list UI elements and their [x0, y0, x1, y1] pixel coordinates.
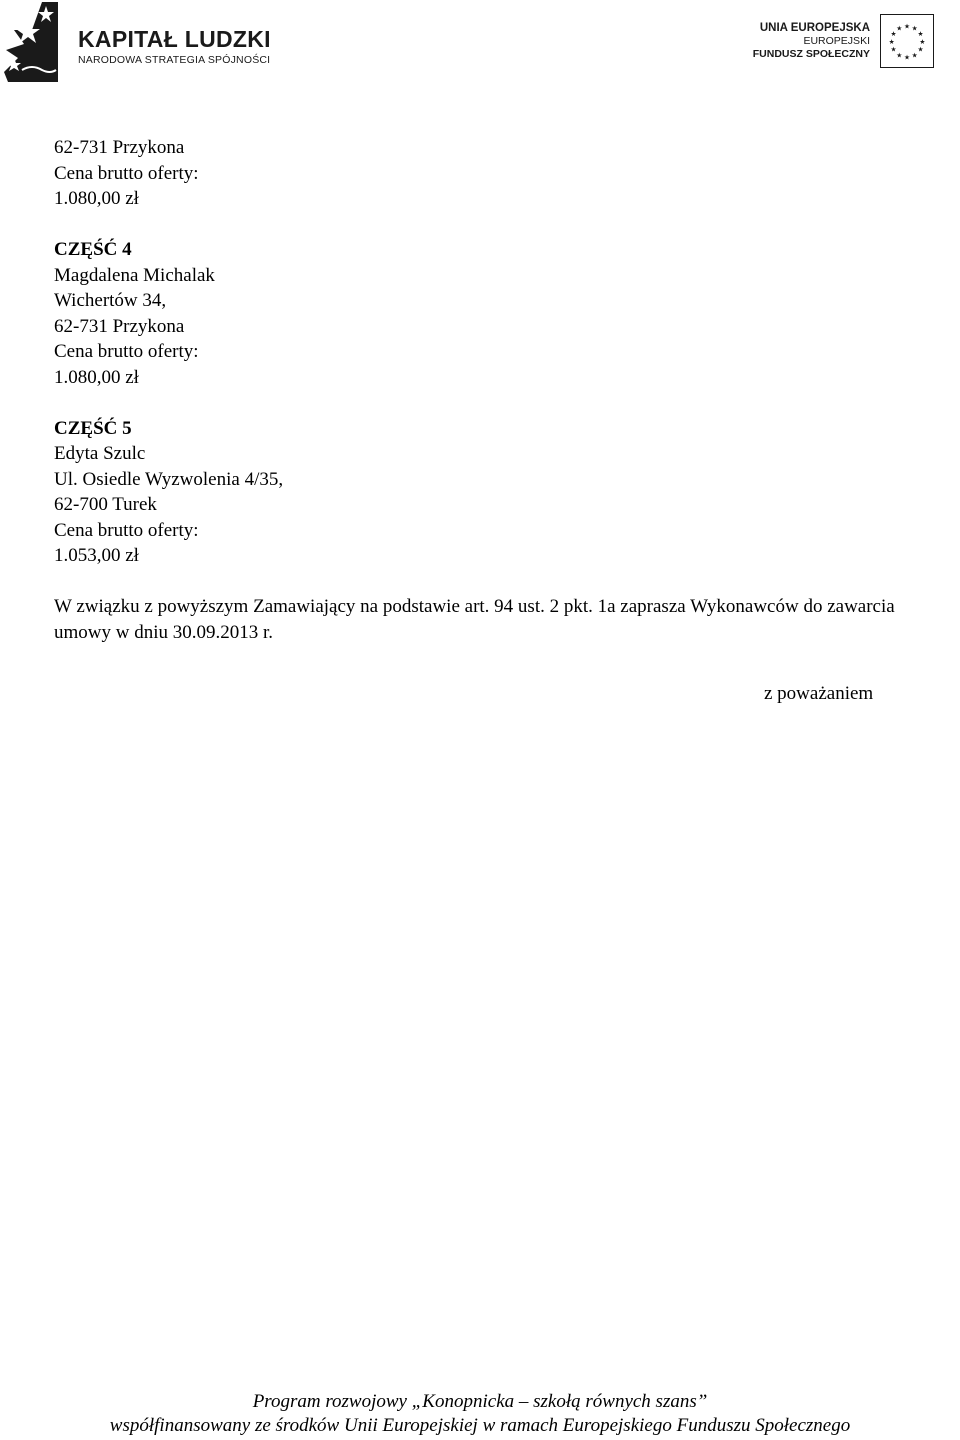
- intro-price-value: 1.080,00 zł: [54, 188, 139, 209]
- kapital-ludzki-wordmark: [78, 27, 271, 66]
- letter-body: [54, 135, 914, 645]
- kapital-ludzki-title: KAPITAŁ LUDZKI: [78, 26, 271, 52]
- eu-flag-icon: [880, 14, 934, 68]
- price-value: 1.053,00 zł: [54, 545, 139, 566]
- price-value: 1.080,00 zł: [54, 366, 139, 388]
- invitation-paragraph: W związku z powyższym Zamawiający na podstawie art. 94 ust. 2 pkt. 1a zaprasza Wykonawców do zawarcia umowy w dniu 30.09.2013 r.: [54, 596, 895, 643]
- footer-program-line: Program rozwojowy „Konopnicka – szkołą równych szans”: [252, 1391, 708, 1412]
- kapital-ludzki-subtitle: NARODOWA STRATEGIA SPÓJNOŚCI: [78, 54, 271, 66]
- kapital-ludzki-logo-icon: [2, 0, 76, 84]
- eu-line2: EUROPEJSKI: [803, 35, 870, 47]
- svg-text:★: ★: [903, 22, 911, 31]
- intro-address: 62-731 Przykona: [54, 137, 185, 158]
- footer-funding-line: współfinansowany ze środków Unii Europejskiej w ramach Europejskiego Funduszu Społecznego: [109, 1415, 851, 1436]
- svg-text:★: ★: [911, 24, 918, 33]
- svg-text:★: ★: [917, 45, 924, 54]
- page-footer: [0, 1390, 960, 1438]
- contractor-city: 62-700 Turek: [54, 494, 157, 515]
- svg-text:★: ★: [890, 30, 897, 39]
- page-header: [0, 0, 960, 90]
- contractor-city: 62-731 Przykona: [54, 315, 185, 337]
- svg-text:★: ★: [896, 24, 903, 33]
- contractor-street: Wichertów 34,: [54, 290, 167, 311]
- svg-text:★: ★: [903, 53, 911, 62]
- svg-text:★: ★: [888, 37, 895, 46]
- svg-text:★: ★: [919, 37, 926, 46]
- closing-salutation: z poważaniem: [764, 683, 874, 704]
- price-label: Cena brutto oferty:: [54, 341, 199, 362]
- eu-line3: FUNDUSZ SPOŁECZNY: [752, 48, 870, 60]
- section-heading: CZĘŚĆ 4: [54, 239, 132, 260]
- intro-price-label: Cena brutto oferty:: [54, 162, 199, 184]
- svg-text:★: ★: [896, 51, 903, 60]
- eu-logo: [753, 14, 934, 68]
- svg-text:★: ★: [911, 51, 918, 60]
- section-heading: CZĘŚĆ 5: [54, 417, 132, 439]
- eu-line1: UNIA EUROPEJSKA: [759, 22, 870, 34]
- contractor-name: Magdalena Michalak: [54, 264, 215, 286]
- contractor-name: Edyta Szulc: [54, 443, 146, 464]
- eu-wordmark: [753, 21, 870, 61]
- contractor-street: Ul. Osiedle Wyzwolenia 4/35,: [54, 468, 284, 490]
- price-label: Cena brutto oferty:: [54, 519, 199, 541]
- svg-text:★: ★: [890, 45, 897, 54]
- svg-text:★: ★: [917, 30, 924, 39]
